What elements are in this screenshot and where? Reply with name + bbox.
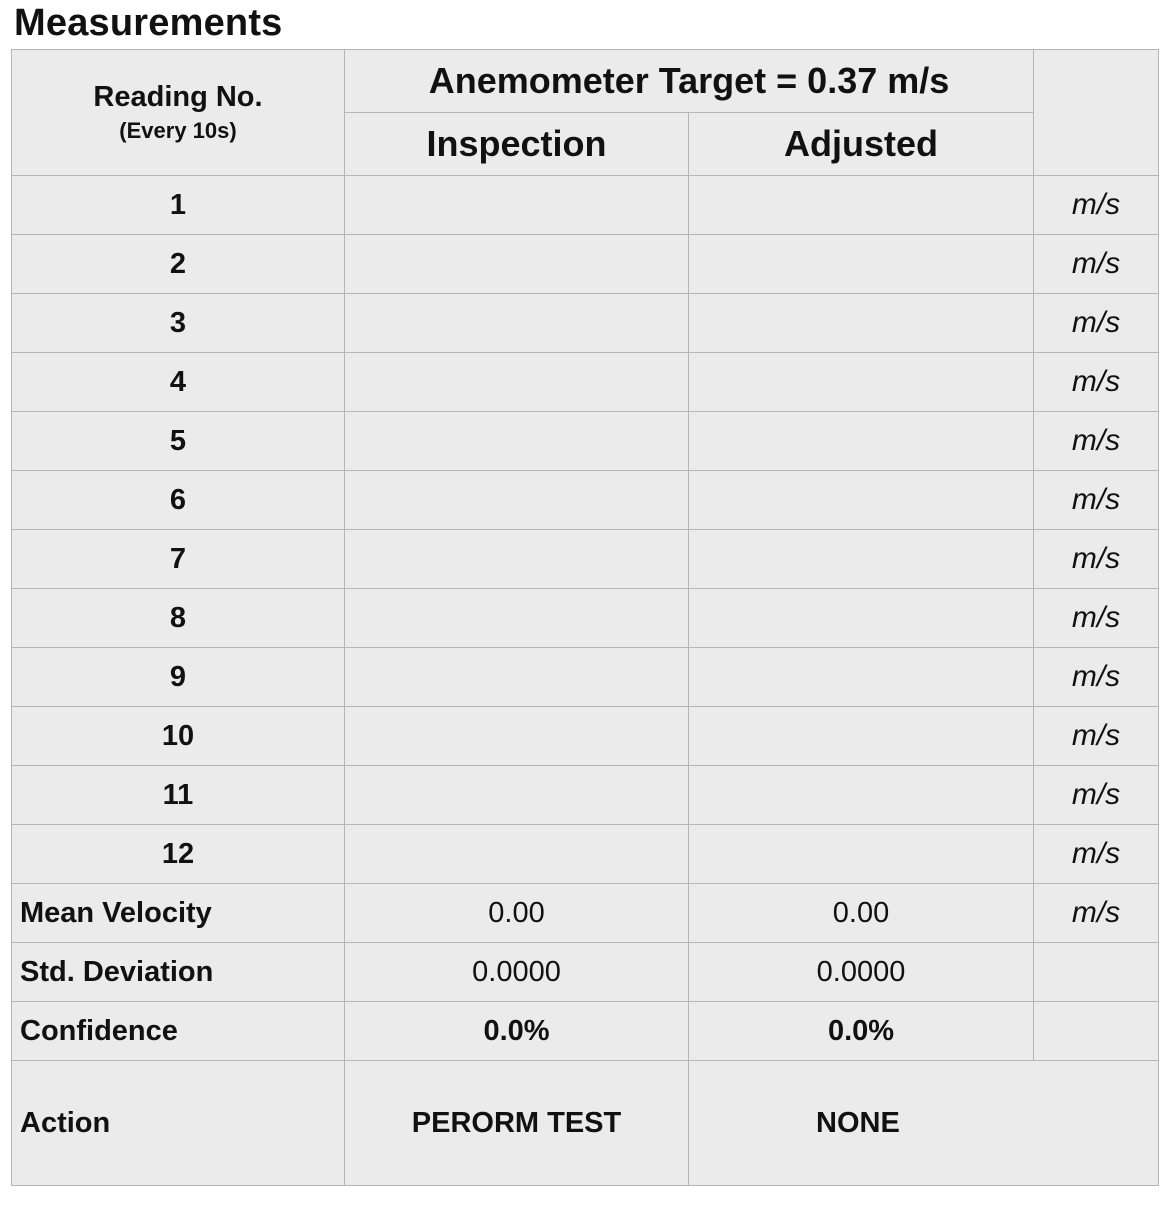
inspection-reading-input[interactable]: [345, 353, 688, 411]
inspection-column-header: Inspection: [345, 113, 689, 176]
reading-number: 11: [12, 766, 345, 825]
reading-unit: m/s: [1034, 707, 1159, 766]
inspection-reading-cell[interactable]: [345, 353, 689, 412]
inspection-reading-cell[interactable]: [345, 707, 689, 766]
reading-number: 4: [12, 353, 345, 412]
confidence-inspection: 0.0%: [345, 1002, 689, 1061]
adjusted-reading-input[interactable]: [689, 294, 1033, 352]
confidence-unit-cell: [1034, 1002, 1159, 1061]
inspection-reading-cell[interactable]: [345, 530, 689, 589]
inspection-reading-cell[interactable]: [345, 176, 689, 235]
inspection-reading-cell[interactable]: [345, 648, 689, 707]
std-deviation-unit-cell: [1034, 943, 1159, 1002]
confidence-label: Confidence: [12, 1002, 345, 1061]
inspection-reading-input[interactable]: [345, 471, 688, 529]
reading-no-label: Reading No.: [93, 81, 263, 113]
adjusted-reading-input[interactable]: [689, 176, 1033, 234]
adjusted-reading-input[interactable]: [689, 530, 1033, 588]
mean-velocity-label: Mean Velocity: [12, 884, 345, 943]
adjusted-reading-cell[interactable]: [689, 235, 1034, 294]
inspection-reading-input[interactable]: [345, 707, 688, 765]
mean-velocity-unit: m/s: [1034, 884, 1159, 943]
adjusted-reading-input[interactable]: [689, 766, 1033, 824]
adjusted-reading-cell[interactable]: [689, 825, 1034, 884]
adjusted-reading-cell[interactable]: [689, 530, 1034, 589]
table-row: [12, 294, 1159, 353]
inspection-reading-input[interactable]: [345, 294, 688, 352]
reading-number: 1: [12, 176, 345, 235]
adjusted-reading-input[interactable]: [689, 589, 1033, 647]
adjusted-reading-input[interactable]: [689, 412, 1033, 470]
mean-velocity-inspection: 0.00: [345, 884, 689, 943]
inspection-reading-input[interactable]: [345, 648, 688, 706]
adjusted-reading-cell[interactable]: [689, 294, 1034, 353]
adjusted-reading-input[interactable]: [689, 235, 1033, 293]
adjusted-reading-cell[interactable]: [689, 707, 1034, 766]
std-deviation-label: Std. Deviation: [12, 943, 345, 1002]
adjusted-reading-cell[interactable]: [689, 176, 1034, 235]
mean-velocity-adjusted: 0.00: [689, 884, 1034, 943]
inspection-reading-input[interactable]: [345, 766, 688, 824]
reading-unit: m/s: [1034, 176, 1159, 235]
table-row: [12, 176, 1159, 235]
adjusted-reading-input[interactable]: [689, 353, 1033, 411]
inspection-reading-cell[interactable]: [345, 294, 689, 353]
inspection-reading-cell[interactable]: [345, 589, 689, 648]
reading-number: 5: [12, 412, 345, 471]
table-row: [12, 471, 1159, 530]
inspection-reading-input[interactable]: [345, 412, 688, 470]
reading-number: 2: [12, 235, 345, 294]
adjusted-reading-cell[interactable]: [689, 471, 1034, 530]
std-deviation-adjusted: 0.0000: [689, 943, 1034, 1002]
anemometer-target-header: Anemometer Target = 0.37 m/s: [345, 50, 1034, 113]
page-title: Measurements: [14, 2, 283, 44]
table-row: [12, 589, 1159, 648]
table-row: [12, 707, 1159, 766]
adjusted-reading-input[interactable]: [689, 707, 1033, 765]
reading-unit: m/s: [1034, 648, 1159, 707]
adjusted-reading-cell[interactable]: [689, 353, 1034, 412]
adjusted-column-header: Adjusted: [689, 113, 1034, 176]
inspection-reading-input[interactable]: [345, 235, 688, 293]
std-deviation-inspection: 0.0000: [345, 943, 689, 1002]
adjusted-reading-input[interactable]: [689, 825, 1033, 883]
confidence-adjusted: 0.0%: [689, 1002, 1034, 1061]
inspection-reading-input[interactable]: [345, 530, 688, 588]
table-row: [12, 412, 1159, 471]
unit-column-header: [1034, 50, 1159, 176]
action-inspection: PERORM TEST: [345, 1061, 689, 1186]
inspection-reading-cell[interactable]: [345, 471, 689, 530]
adjusted-reading-cell[interactable]: [689, 766, 1034, 825]
table-row: [12, 530, 1159, 589]
inspection-reading-cell[interactable]: [345, 412, 689, 471]
reading-unit: m/s: [1034, 235, 1159, 294]
table-row: [12, 353, 1159, 412]
reading-number: 10: [12, 707, 345, 766]
reading-unit: m/s: [1034, 589, 1159, 648]
inspection-reading-input[interactable]: [345, 825, 688, 883]
reading-no-header: [12, 50, 345, 176]
measurements-table: [11, 49, 1159, 1186]
table-row: [12, 648, 1159, 707]
table-row: [12, 235, 1159, 294]
reading-unit: m/s: [1034, 471, 1159, 530]
action-label: Action: [12, 1061, 345, 1186]
reading-unit: m/s: [1034, 530, 1159, 589]
adjusted-reading-cell[interactable]: [689, 648, 1034, 707]
adjusted-reading-input[interactable]: [689, 471, 1033, 529]
reading-unit: m/s: [1034, 353, 1159, 412]
reading-number: 3: [12, 294, 345, 353]
reading-number: 6: [12, 471, 345, 530]
table-row: [12, 766, 1159, 825]
table-row: [12, 825, 1159, 884]
adjusted-reading-cell[interactable]: [689, 412, 1034, 471]
inspection-reading-cell[interactable]: [345, 825, 689, 884]
reading-number: 9: [12, 648, 345, 707]
adjusted-reading-input[interactable]: [689, 648, 1033, 706]
inspection-reading-input[interactable]: [345, 589, 688, 647]
reading-number: 7: [12, 530, 345, 589]
reading-interval-label: (Every 10s): [119, 118, 237, 143]
reading-unit: m/s: [1034, 294, 1159, 353]
adjusted-reading-cell[interactable]: [689, 589, 1034, 648]
reading-number: 12: [12, 825, 345, 884]
inspection-reading-cell[interactable]: [345, 235, 689, 294]
inspection-reading-input[interactable]: [345, 176, 688, 234]
reading-unit: m/s: [1034, 412, 1159, 471]
reading-unit: m/s: [1034, 766, 1159, 825]
inspection-reading-cell[interactable]: [345, 766, 689, 825]
reading-number: 8: [12, 589, 345, 648]
action-adjusted: NONE: [689, 1061, 1159, 1186]
reading-unit: m/s: [1034, 825, 1159, 884]
